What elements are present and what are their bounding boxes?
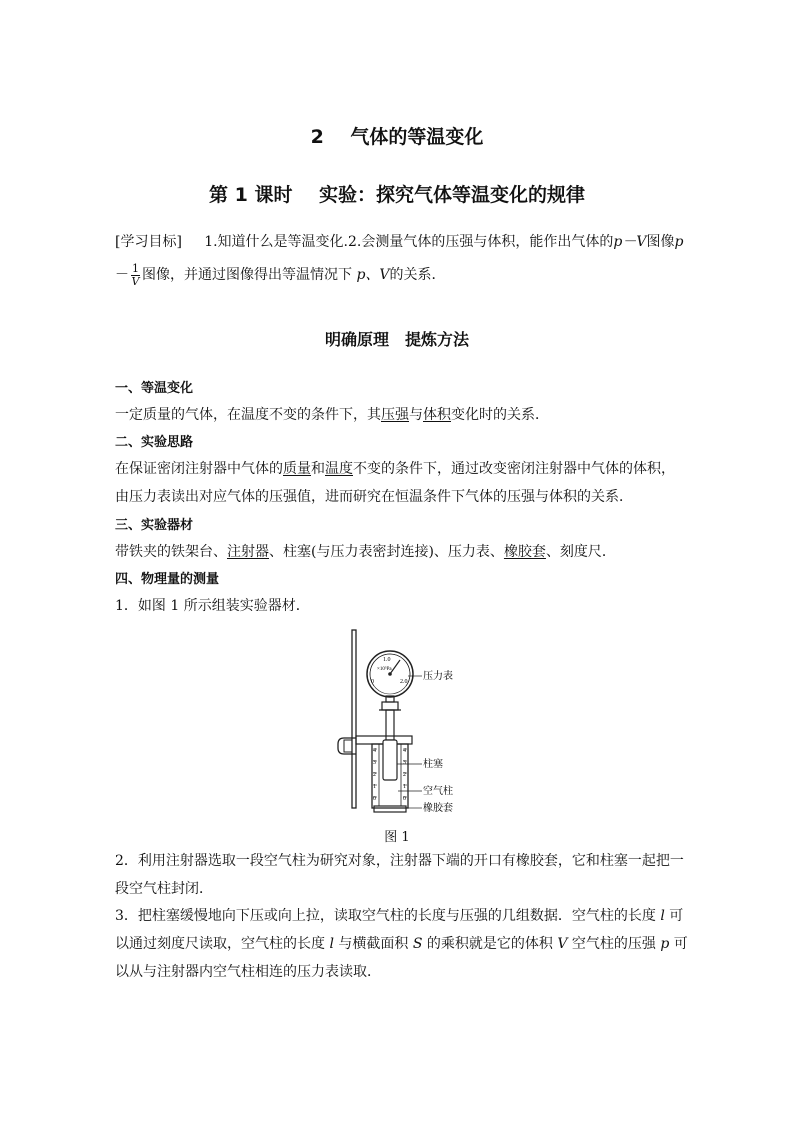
learning-goals-line1: [学习目标] 1.知道什么是等温变化.2.会测量气体的压强与体积，能作出气体的p－V图像p	[115, 234, 684, 250]
left-tick-0: 0	[373, 796, 376, 802]
step-3-line2: 以通过刻度尺读取，空气柱的长度 l 与横截面积 S 的乘积就是它的体积 V 空气柱的压强 p 可	[115, 936, 688, 952]
lesson-number: 第 1 课时	[209, 184, 293, 206]
step-2-line1: 2．利用注射器选取一段空气柱为研究对象，注射器下端的开口有橡胶套，它和柱塞一起把一	[115, 853, 684, 869]
figure-caption: 图 1	[384, 830, 410, 845]
heading-materials: 三、实验器材	[115, 518, 194, 533]
step-3-line3: 以从与注射器内空气柱相连的压力表读取．	[115, 964, 381, 980]
step-1: 1．如图 1 所示组装实验器材．	[115, 598, 310, 614]
apparatus-figure	[330, 626, 470, 816]
label-gauge: 压力表	[423, 671, 453, 682]
chapter-name: 气体的等温变化	[350, 126, 484, 148]
left-tick-2: 2	[373, 772, 376, 778]
right-tick-3: 3	[403, 760, 406, 766]
step-3-line1: 3．把柱塞缓慢地向下压或向上拉，读取空气柱的长度与压强的几组数据．空气柱的长度 l 可	[115, 908, 684, 924]
step-2-line2: 段空气柱封闭．	[115, 881, 213, 897]
rubber-cap	[374, 806, 406, 812]
chapter-number: 2	[310, 126, 324, 148]
gauge-pivot	[388, 672, 392, 676]
left-scale	[373, 748, 377, 802]
fraction-1-over-v: $\frac{1}{V}$	[131, 261, 140, 288]
label-plunger: 柱塞	[423, 759, 443, 770]
heading-measurement: 四、物理量的测量	[115, 572, 220, 587]
right-tick-2: 2	[403, 772, 406, 778]
para-approach-2: 由压力表读出对应气体的压强值，进而研究在恒温条件下气体的压强与体积的关系．	[115, 489, 633, 505]
right-tick-0: 0	[403, 796, 406, 802]
para-materials: 带铁夹的铁架台、注射器、柱塞(与压力表密封连接)、压力表、橡胶套、刻度尺．	[115, 544, 616, 560]
plunger	[383, 740, 397, 780]
heading-approach: 二、实验思路	[115, 435, 194, 450]
learning-goals-line2: － $\frac{1}{V}$ 图像，并通过图像得出等温情况下 p、V的关系．	[115, 261, 446, 288]
left-tick-4: 4	[373, 748, 376, 754]
para-approach-1: 在保证密闭注射器中气体的质量和温度不变的条件下，通过改变密闭注射器中气体的体积，	[115, 461, 675, 477]
para-isothermal: 一定质量的气体，在温度不变的条件下，其压强与体积变化时的关系．	[115, 407, 549, 423]
gauge-connector	[382, 702, 398, 710]
clamp-screw	[344, 740, 352, 752]
left-tick-1: 1	[373, 784, 376, 790]
chapter-title	[0, 122, 794, 149]
label-air-column: 空气柱	[423, 786, 453, 797]
right-tick-4: 4	[403, 748, 406, 754]
gauge-label-top: 1.0	[383, 657, 391, 663]
gauge-label-left: 0	[371, 679, 374, 685]
goals-tag: [学习目标]	[115, 234, 182, 250]
section-title: 明确原理 提炼方法	[324, 330, 469, 349]
label-rubber: 橡胶套	[423, 803, 453, 814]
stand-rod	[352, 630, 356, 808]
heading-isothermal: 一、等温变化	[115, 381, 194, 396]
left-tick-3: 3	[373, 760, 376, 766]
right-scale	[403, 748, 407, 802]
lesson-title	[0, 180, 794, 207]
gauge-label-right: 2.0	[400, 679, 408, 685]
lesson-name: 实验：探究气体等温变化的规律	[318, 184, 585, 206]
gauge-unit: ×10⁵Pa	[377, 667, 392, 672]
right-tick-1: 1	[403, 784, 406, 790]
